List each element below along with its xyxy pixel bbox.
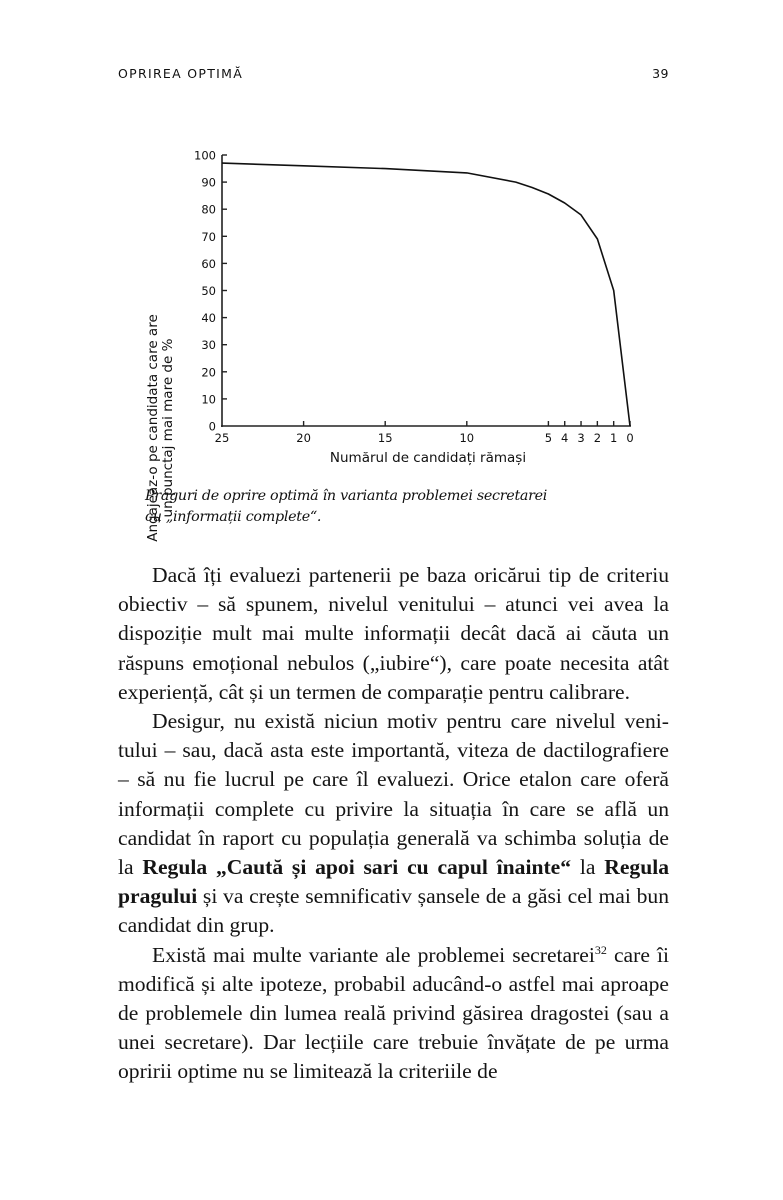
paragraph-2: Desigur, nu există niciun motiv pentru care nivelul venitului – sau, dacă asta este importantă, viteza de dactilografiere – să nu fie lucrul pe care îl evaluezi. Orice etalon care oferă informații complete cu privire la situația în care se află un candidat în raport cu populația generală va schimba soluția de la Regula „Caută și apoi sari cu capul înainte“ la Regula pragului și va crește semnificativ șansele de a găsi cel mai bun candidat din grup. [118,709,669,938]
y-tick-label: 20 [201,365,216,380]
y-tick-label: 70 [201,229,216,244]
x-tick-label: 1 [610,431,618,445]
y-tick-label: 30 [201,338,216,353]
x-tick-label: 5 [544,431,553,445]
y-tick-label: 50 [201,284,216,298]
y-tick-label: 10 [201,392,216,407]
x-axis-title: Numărul de candidați rămași [329,450,527,466]
rule-threshold: Regula pragului [118,855,669,909]
x-tick-label: 3 [577,431,585,445]
rule-look-then-leap: Regula „Caută și apoi sari cu capul înainte“ [142,855,572,880]
x-tick-label: 25 [214,431,230,445]
footnote-ref[interactable]: 32 [594,942,607,957]
y-tick-label: 90 [201,175,216,190]
threshold-curve [222,163,630,426]
x-tick-label: 0 [626,431,634,445]
y-tick-label: 100 [194,148,216,163]
running-head [118,66,669,81]
chart-plot [140,140,660,480]
figure-caption: Praguri de oprire optimă în varianta problemei secretarei cu „informații complete“. [145,488,548,525]
x-tick-label: 2 [593,431,602,445]
x-tick-label: 10 [459,431,475,445]
y-tick-label: 60 [201,256,216,271]
page-number: 39 [652,66,669,81]
y-tick-label: 80 [201,202,216,217]
x-tick-label: 4 [561,431,569,445]
y-tick-label: 0 [208,419,216,434]
y-tick-label: 40 [201,311,216,326]
x-tick-label: 15 [377,431,393,445]
paragraph-3: Există mai multe variante ale problemei secretarei$^{32}$ care îi modifică și alte ipoteze, probabil aducând-o astfel mai aproape de problemele din lumea reală privind găsirea dragostei (sau a unei secretare). Dar lecțiile care trebuie învățate de pe urma opririi optime nu se limitează la criteriile de [118,942,669,1084]
y-axis-title: Angajeaz-o pe candidata care are un punctaj mai mare de % [145,314,176,542]
paragraph-1: Dacă îți evaluezi partenerii pe baza oricărui tip de criteriu obiectiv – să spunem, nivelul venitului – atunci vei avea la dispoziție mult mai multe informații decât dacă ai căuta un răspuns emoțional nebulos („iubire“), care poate necesita atât experiență, cât și un termen de comparație pentru calibrare. [118,563,669,704]
body-text [118,561,669,1087]
chapter-title: OPRIREA OPTIMĂ [118,66,244,81]
x-tick-label: 20 [296,431,311,445]
